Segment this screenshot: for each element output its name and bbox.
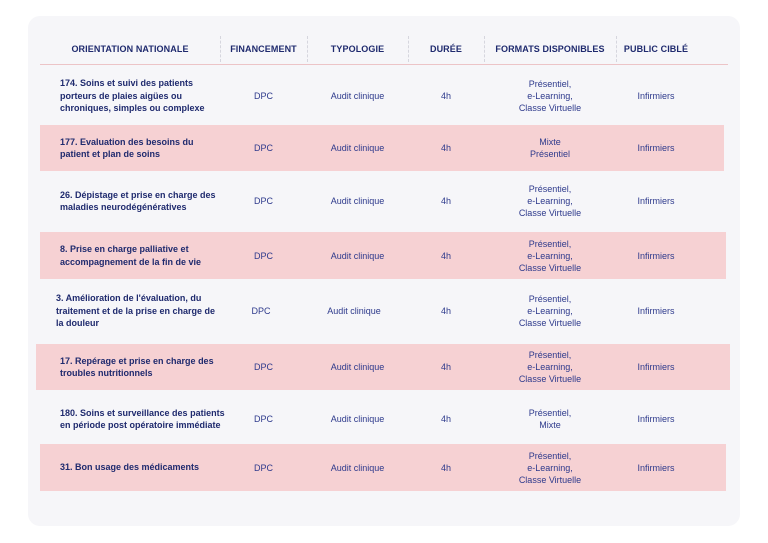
row-duree: 4h xyxy=(440,250,451,261)
row-typologie: Audit clinique xyxy=(330,414,385,424)
header-formats: FORMATS DISPONIBLES xyxy=(495,44,605,54)
header-orientation: ORIENTATION NATIONALE xyxy=(71,44,189,54)
table-row xyxy=(40,281,728,341)
row-typologie: Audit clinique xyxy=(330,196,385,206)
row-orientation: 180. Soins et surveillance des patients en période post opératoire immédiate xyxy=(60,407,225,430)
row-formats: Présentiel, Mixte xyxy=(528,408,572,430)
table-header xyxy=(40,34,728,65)
row-financement: DPC xyxy=(253,196,273,206)
row-orientation: 174. Soins et suivi des patients porteurs de plaies aigües ou chroniques, simples ou complexe xyxy=(60,78,205,114)
table-row xyxy=(36,344,730,390)
header-financement: FINANCEMENT xyxy=(230,44,297,54)
row-formats: Présentiel, e-Learning, Classe Virtuelle xyxy=(518,184,582,218)
row-duree: 4h xyxy=(440,414,451,424)
row-duree: 4h xyxy=(440,91,451,101)
row-public: Infirmiers xyxy=(637,414,675,424)
row-typologie: Audit clinique xyxy=(330,143,385,153)
table-row xyxy=(40,172,728,230)
table-row xyxy=(40,232,726,279)
row-duree: 4h xyxy=(440,143,451,153)
row-financement: DPC xyxy=(253,462,273,473)
row-public: Infirmiers xyxy=(637,462,675,473)
row-financement: DPC xyxy=(253,414,273,424)
row-public: Infirmiers xyxy=(637,250,675,261)
row-orientation: 8. Prise en charge palliative et accompagnement de la fin de vie xyxy=(60,244,202,267)
header-duree: DURÉE xyxy=(429,44,462,54)
row-orientation: 31. Bon usage des médicaments xyxy=(60,462,200,473)
row-financement: DPC xyxy=(251,306,271,316)
row-formats: Présentiel, e-Learning, Classe Virtuelle xyxy=(518,350,582,384)
table-row xyxy=(40,393,728,445)
row-typologie: Audit clinique xyxy=(330,462,385,473)
row-orientation: 177. Evaluation des besoins du patient et plan de soins xyxy=(60,136,194,159)
table-row xyxy=(40,68,728,124)
row-typologie: Audit clinique xyxy=(330,91,385,101)
row-formats: Présentiel, e-Learning, Classe Virtuelle xyxy=(518,450,582,485)
row-formats: Présentiel, e-Learning, Classe Virtuelle xyxy=(518,294,582,328)
row-financement: DPC xyxy=(253,250,273,261)
row-duree: 4h xyxy=(440,306,451,316)
row-orientation: 3. Amélioration de l'évaluation, du traitement et de la prise en charge de la douleur xyxy=(56,293,216,329)
row-formats: Présentiel, e-Learning, Classe Virtuelle xyxy=(518,238,582,273)
table-row xyxy=(40,444,726,491)
table-row xyxy=(40,125,724,171)
row-financement: DPC xyxy=(253,362,273,372)
row-duree: 4h xyxy=(440,196,451,206)
row-orientation: 26. Dépistage et prise en charge des maladies neurodégénératives xyxy=(60,189,216,212)
row-typologie: Audit clinique xyxy=(330,362,385,372)
row-typologie: Audit clinique xyxy=(330,250,385,261)
row-financement: DPC xyxy=(253,91,273,101)
header-public: PUBLIC CIBLÉ xyxy=(623,44,689,54)
row-formats: Présentiel, e-Learning, Classe Virtuelle xyxy=(518,79,582,113)
row-public: Infirmiers xyxy=(637,143,675,153)
row-orientation: 17. Repérage et prise en charge des troubles nutritionnels xyxy=(60,355,214,378)
row-formats: Mixte Présentiel xyxy=(529,137,571,159)
row-financement: DPC xyxy=(253,143,273,153)
row-duree: 4h xyxy=(440,362,451,372)
row-public: Infirmiers xyxy=(637,91,675,101)
row-duree: 4h xyxy=(440,462,451,473)
header-typologie: TYPOLOGIE xyxy=(330,44,385,54)
row-public: Infirmiers xyxy=(637,362,675,372)
row-typologie: Audit clinique xyxy=(327,306,381,316)
row-public: Infirmiers xyxy=(637,196,675,206)
row-public: Infirmiers xyxy=(637,306,675,316)
